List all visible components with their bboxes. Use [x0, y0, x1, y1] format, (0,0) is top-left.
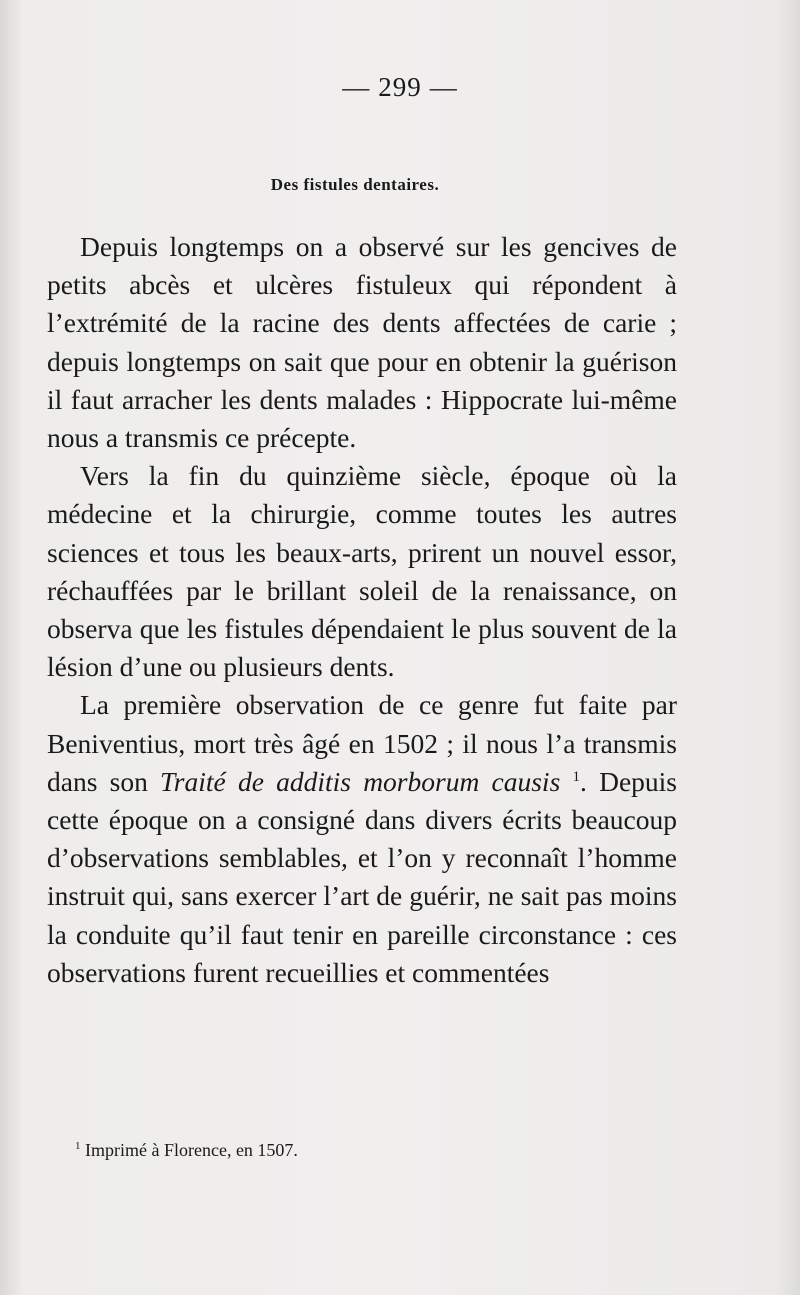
paragraph-3 — [47, 686, 677, 992]
header-dash-right: — — [429, 72, 458, 102]
paragraph-3-start: La première observation de ce genre fut faite par Beniventius, mort très âgé en 1502 ; il nous l’a transmis dans son — [47, 689, 677, 797]
cited-work-title: Traité de additis morborum causis — [160, 765, 561, 797]
footnote-reference: 1 — [572, 768, 580, 785]
page-header — [0, 72, 800, 103]
page-number: 299 — [378, 72, 422, 102]
paragraph-2: Vers la fin du quinzième siècle, époque où la médecine et la chirurgie, comme toutes les autres sciences et tous les beaux-arts, prirent un nouvel essor, réchauffées par le brillant soleil de la renaissance, on observa que les fistules dépendaient le plus souvent de la lésion d’une ou plusieurs dents. — [47, 460, 677, 683]
body-text — [47, 228, 677, 992]
footnote-mark: 1 — [75, 1140, 81, 1152]
footnote — [75, 1140, 298, 1161]
paragraph-3-end: . Depuis cette époque on a consigné dans divers écrits beaucoup d’observations semblables, et l’on y reconnaît l’homme instruit qui, sans exercer l’art de guérir, ne sait pas moins la conduite qu’il faut tenir en pareille circonstance : ces observations furent recueillies et commentées — [47, 765, 677, 988]
header-dash-left: — — [342, 72, 371, 102]
section-title: Des fistules dentaires. — [270, 175, 440, 194]
paragraph-1: Depuis longtemps on a observé sur les gencives de petits abcès et ulcères fistuleux qui répondent à l’extrémité de la racine des dents affectées de carie ; depuis longtemps on sait que pour en obtenir la guérison il faut arracher les dents malades : Hippocrate lui-même nous a transmis ce précepte. — [47, 231, 677, 454]
footnote-text: Imprimé à Florence, en 1507. — [85, 1140, 298, 1160]
